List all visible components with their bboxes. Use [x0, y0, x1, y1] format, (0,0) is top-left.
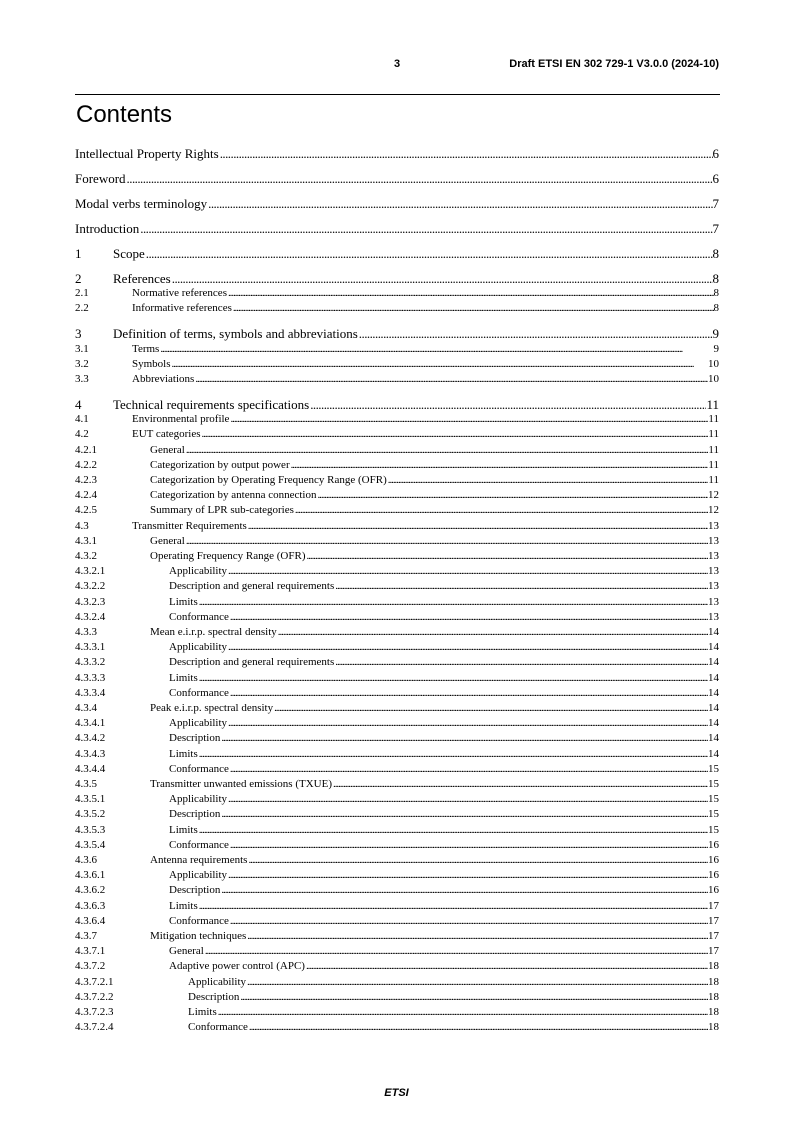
toc-entry-title: Operating Frequency Range (OFR) [150, 550, 306, 562]
dot-leader [334, 655, 708, 670]
toc-entry[interactable] [75, 868, 719, 883]
toc-entry-number: 4.3.5.4 [75, 839, 106, 851]
toc-entry[interactable] [75, 473, 719, 488]
toc-entry-number: 1 [75, 246, 82, 261]
toc-entry[interactable] [75, 731, 719, 746]
toc-entry-page: 18 [708, 976, 719, 988]
toc-entry-page: 17 [708, 930, 719, 942]
toc-entry-page: 16 [708, 854, 719, 866]
toc-entry[interactable] [75, 701, 719, 716]
toc-entry[interactable] [75, 458, 719, 473]
toc-entry-page: 10 [708, 358, 719, 370]
toc-entry-title: Conformance [169, 839, 229, 851]
dot-leader [198, 823, 708, 838]
toc-entry-page: 13 [708, 580, 719, 592]
toc-entry-number: 4.3.6.3 [75, 900, 106, 912]
toc-entry-title: Abbreviations [132, 373, 195, 385]
toc-entry-title: Mean e.i.r.p. spectral density [150, 626, 277, 638]
toc-entry[interactable] [75, 301, 719, 316]
toc-entry[interactable] [75, 671, 719, 686]
toc-entry[interactable] [75, 146, 719, 162]
dot-leader [198, 595, 708, 610]
toc-entry-title: Antenna requirements [150, 854, 248, 866]
toc-entry-page: 8 [712, 271, 719, 286]
toc-entry-page: 8 [713, 287, 719, 299]
dot-leader [309, 397, 706, 413]
toc-entry-title: Normative references [132, 287, 227, 299]
dot-leader [358, 326, 713, 342]
dot-leader [229, 686, 708, 701]
toc-entry-number: 4.3.2.4 [75, 611, 106, 623]
toc-entry-title: Applicability [169, 717, 228, 729]
dot-leader [277, 625, 708, 640]
toc-entry[interactable] [75, 655, 719, 670]
toc-entry-page: 14 [708, 672, 719, 684]
dot-leader [220, 731, 708, 746]
toc-entry[interactable] [75, 883, 719, 898]
toc-entry[interactable] [75, 944, 719, 959]
toc-entry-number: 4.3.5 [75, 778, 97, 790]
toc-entry[interactable] [75, 443, 719, 458]
dot-leader [334, 579, 708, 594]
toc-entry-title: Foreword [75, 171, 126, 186]
dot-leader [227, 286, 714, 301]
toc-entry-number: 4.3.7 [75, 930, 97, 942]
dot-leader [273, 701, 708, 716]
toc-entry-title: Conformance [169, 611, 229, 623]
toc-entry-number: 4.3.3.4 [75, 687, 106, 699]
toc-entry-page: 14 [708, 748, 719, 760]
toc-entry-number: 4.3.6.2 [75, 884, 106, 896]
dot-leader [246, 975, 708, 990]
toc-entry-number: 4.3.2.1 [75, 565, 106, 577]
dot-leader [207, 196, 712, 212]
dot-leader [247, 519, 708, 534]
toc-entry-number: 2.2 [75, 302, 89, 314]
toc-entry[interactable] [75, 196, 719, 212]
toc-entry[interactable] [75, 503, 719, 518]
toc-entry-number: 4.2.4 [75, 489, 97, 501]
page-number: 3 [394, 58, 401, 70]
toc-entry[interactable] [75, 564, 719, 579]
toc-entry[interactable] [75, 271, 719, 287]
toc-entry[interactable] [75, 221, 719, 237]
toc-entry-page: 11 [706, 397, 719, 412]
dot-leader [185, 534, 708, 549]
toc-entry-number: 3 [75, 326, 82, 341]
toc-entry[interactable] [75, 975, 719, 990]
dot-leader [294, 503, 708, 518]
toc-entry-number: 3.2 [75, 358, 89, 370]
toc-entry-page: 17 [708, 945, 719, 957]
toc-entry-number: 4.3.5.3 [75, 824, 106, 836]
dot-leader [227, 792, 708, 807]
toc-entry-title: Limits [188, 1006, 217, 1018]
dot-leader [239, 990, 708, 1005]
toc-entry-title: Transmitter unwanted emissions (TXUE) [150, 778, 332, 790]
dot-leader [246, 929, 708, 944]
toc-entry[interactable] [75, 519, 719, 534]
toc-entry-page: 12 [708, 504, 719, 516]
toc-entry-page: 11 [708, 474, 719, 486]
dot-leader [387, 473, 709, 488]
toc-entry-number: 4.2.3 [75, 474, 97, 486]
toc-entry[interactable] [75, 286, 719, 301]
dot-leader [198, 671, 708, 686]
toc-entry-number: 4.3.2.2 [75, 580, 106, 592]
toc-entry-page: 10 [708, 373, 719, 385]
toc-entry-title: Symbols [132, 358, 171, 370]
toc-entry[interactable] [75, 357, 719, 372]
dot-leader [247, 853, 708, 868]
toc-entry-page: 18 [708, 991, 719, 1003]
toc-entry-title: Limits [169, 748, 198, 760]
dot-leader [126, 171, 713, 187]
dot-leader [185, 443, 709, 458]
toc-entry-page: 14 [708, 641, 719, 653]
dot-leader [305, 959, 708, 974]
toc-entry-number: 4.3 [75, 520, 89, 532]
toc-entry-page: 14 [708, 732, 719, 744]
toc-entry-title: Intellectual Property Rights [75, 146, 219, 161]
dot-leader [227, 868, 708, 883]
toc-entry-title: Scope [113, 246, 145, 261]
toc-entry-title: Limits [169, 672, 198, 684]
toc-entry-title: Modal verbs terminology [75, 196, 208, 211]
dot-leader [306, 549, 709, 564]
toc-entry[interactable] [75, 990, 719, 1005]
toc-entry-page: 13 [708, 611, 719, 623]
toc-entry-number: 4.3.2.3 [75, 596, 106, 608]
toc-entry-page: 6 [712, 146, 719, 161]
page-footer: ETSI [384, 1087, 409, 1099]
toc-entry[interactable] [75, 1020, 719, 1035]
toc-entry[interactable] [75, 610, 719, 625]
toc-entry[interactable] [75, 579, 719, 594]
toc-entry-page: 15 [708, 793, 719, 805]
toc-entry-number: 4.1 [75, 413, 89, 425]
toc-entry-page: 13 [708, 535, 719, 547]
dot-leader [232, 301, 714, 316]
dot-leader [229, 762, 708, 777]
toc-entry-title: References [113, 271, 171, 286]
toc-entry-title: Definition of terms, symbols and abbreviations [113, 326, 358, 341]
toc-entry-title: Limits [169, 824, 198, 836]
toc-entry-page: 13 [708, 520, 719, 532]
toc-entry-title: Transmitter Requirements [132, 520, 247, 532]
toc-entry-title: Conformance [188, 1021, 248, 1033]
toc-entry-page: 17 [708, 900, 719, 912]
toc-entry-title: General [150, 444, 185, 456]
toc-entry-page: 15 [708, 778, 719, 790]
toc-entry-title: Introduction [75, 221, 140, 236]
toc-entry[interactable] [75, 929, 719, 944]
toc-entry-page: 6 [712, 171, 719, 186]
toc-entry[interactable] [75, 762, 719, 777]
toc-entry-number: 4.3.7.2.2 [75, 991, 114, 1003]
dot-leader [229, 610, 708, 625]
toc-entry-page: 8 [713, 302, 719, 314]
dot-leader [229, 412, 708, 427]
toc-entry-number: 4.3.3.1 [75, 641, 106, 653]
toc-entry-page: 18 [708, 1021, 719, 1033]
toc-entry-title: Description [169, 808, 221, 820]
toc-entry-number: 4.3.5.2 [75, 808, 106, 820]
toc-entry-title: General [150, 535, 185, 547]
toc-entry-page: 14 [708, 687, 719, 699]
toc-entry-title: Categorization by output power [150, 459, 290, 471]
toc-entry-number: 4 [75, 397, 82, 412]
toc-entry-title: Description and general requirements [169, 580, 335, 592]
contents-title: Contents [76, 101, 173, 128]
document-id: Draft ETSI EN 302 729-1 V3.0.0 (2024-10) [509, 58, 719, 70]
toc-entry[interactable] [75, 372, 719, 387]
toc-entry-number: 4.3.7.2.3 [75, 1006, 114, 1018]
dot-leader [290, 458, 709, 473]
toc-entry-title: Description [169, 732, 221, 744]
toc-entry-title: Categorization by Operating Frequency Range (OFR) [150, 474, 387, 486]
dot-leader [229, 838, 708, 853]
toc-entry-title: Conformance [169, 915, 229, 927]
toc-entry-page: 15 [708, 763, 719, 775]
toc-entry-number: 2.1 [75, 287, 89, 299]
toc-entry-page: 7 [712, 196, 719, 211]
toc-entry-page: 17 [708, 915, 719, 927]
toc-entry[interactable] [75, 326, 719, 342]
toc-entry-title: Applicability [169, 793, 228, 805]
toc-entry[interactable] [75, 342, 719, 357]
toc-entry-title: Informative references [132, 302, 232, 314]
toc-entry-number: 4.3.1 [75, 535, 97, 547]
toc-entry-page: 7 [712, 221, 719, 236]
toc-entry-number: 4.2.5 [75, 504, 97, 516]
toc-entry-page: 14 [708, 717, 719, 729]
dot-leader [332, 777, 708, 792]
toc-entry[interactable] [75, 747, 719, 762]
toc-entry[interactable] [75, 640, 719, 655]
toc-entry-page: 13 [708, 565, 719, 577]
toc-entry-number: 4.3.3.3 [75, 672, 106, 684]
toc-entry-title: Description and general requirements [169, 656, 335, 668]
dot-leader [159, 342, 713, 357]
toc-entry-title: Applicability [169, 565, 228, 577]
toc-entry-page: 16 [708, 884, 719, 896]
dot-leader [145, 246, 713, 262]
dot-leader [316, 488, 708, 503]
toc-entry[interactable] [75, 412, 719, 427]
toc-entry-page: 11 [708, 444, 719, 456]
toc-entry[interactable] [75, 246, 719, 262]
toc-entry-page: 14 [708, 656, 719, 668]
dot-leader [248, 1020, 708, 1035]
dot-leader [227, 640, 708, 655]
toc-entry-page: 11 [708, 459, 719, 471]
toc-entry-page: 8 [712, 246, 719, 261]
toc-entry-title: Applicability [169, 869, 228, 881]
toc-entry-title: Conformance [169, 763, 229, 775]
toc-entry-page: 12 [708, 489, 719, 501]
toc-entry-number: 4.3.2 [75, 550, 97, 562]
dot-leader [171, 271, 713, 287]
dot-leader [219, 146, 713, 162]
toc-entry-title: General [169, 945, 204, 957]
toc-entry-page: 11 [708, 413, 719, 425]
toc-entry-number: 4.3.3.2 [75, 656, 106, 668]
toc-entry-page: 11 [708, 428, 719, 440]
toc-entry[interactable] [75, 853, 719, 868]
toc-entry-number: 4.3.6.4 [75, 915, 106, 927]
toc-entry[interactable] [75, 838, 719, 853]
toc-entry-page: 9 [713, 343, 719, 355]
dot-leader [194, 372, 708, 387]
dot-leader [198, 747, 708, 762]
toc-entry[interactable] [75, 959, 719, 974]
toc-entry-number: 3.1 [75, 343, 89, 355]
toc-entry-title: Environmental profile [132, 413, 230, 425]
toc-entry-title: Applicability [169, 641, 228, 653]
toc-entry-page: 9 [712, 326, 719, 341]
dot-leader [229, 914, 708, 929]
toc-entry-number: 4.2 [75, 428, 89, 440]
toc-entry-number: 2 [75, 271, 82, 286]
toc-entry[interactable] [75, 397, 719, 413]
toc-entry-title: Mitigation techniques [150, 930, 247, 942]
toc-entry-number: 4.2.1 [75, 444, 97, 456]
toc-entry[interactable] [75, 595, 719, 610]
toc-entry-page: 14 [708, 626, 719, 638]
toc-entry-number: 4.3.7.1 [75, 945, 106, 957]
toc-entry-page: 13 [708, 550, 719, 562]
toc-entry-number: 4.3.7.2.4 [75, 1021, 114, 1033]
toc-entry-number: 4.2.2 [75, 459, 97, 471]
toc-entry-number: 4.3.3 [75, 626, 97, 638]
toc-entry-page: 18 [708, 1006, 719, 1018]
toc-entry[interactable] [75, 777, 719, 792]
toc-entry-number: 4.3.6 [75, 854, 97, 866]
dot-leader [220, 883, 708, 898]
toc-entry-page: 15 [708, 808, 719, 820]
toc-entry-title: Peak e.i.r.p. spectral density [150, 702, 274, 714]
toc-entry-title: Summary of LPR sub-categories [150, 504, 294, 516]
toc-entry-number: 3.3 [75, 373, 89, 385]
toc-entry-title: Limits [169, 900, 198, 912]
toc-entry[interactable] [75, 534, 719, 549]
toc-entry-title: Adaptive power control (APC) [169, 960, 305, 972]
toc-entry[interactable] [75, 792, 719, 807]
toc-entry-number: 4.3.4.2 [75, 732, 106, 744]
toc-entry[interactable] [75, 686, 719, 701]
toc-entry-title: Conformance [169, 687, 229, 699]
dot-leader [217, 1005, 708, 1020]
toc-entry-number: 4.3.7.2 [75, 960, 106, 972]
toc-entry[interactable] [75, 488, 719, 503]
toc-entry-number: 4.3.4.3 [75, 748, 106, 760]
dot-leader [198, 899, 708, 914]
toc-entry-number: 4.3.7.2.1 [75, 976, 114, 988]
toc-entry[interactable] [75, 625, 719, 640]
dot-leader [139, 221, 712, 237]
toc-entry-number: 4.3.4 [75, 702, 97, 714]
toc-entry-page: 16 [708, 839, 719, 851]
dot-leader [227, 716, 708, 731]
toc-entry-page: 15 [708, 824, 719, 836]
toc-entry-number: 4.3.5.1 [75, 793, 106, 805]
toc-entry-title: Technical requirements specifications [113, 397, 310, 412]
toc-entry[interactable] [75, 716, 719, 731]
toc-entry-number: 4.3.4.1 [75, 717, 106, 729]
toc-entry[interactable] [75, 823, 719, 838]
toc-entry-title: Limits [169, 596, 198, 608]
toc-entry[interactable] [75, 1005, 719, 1020]
toc-entry[interactable] [75, 171, 719, 187]
toc-entry[interactable] [75, 427, 719, 442]
toc-entry-title: Applicability [188, 976, 247, 988]
toc-entry-title: Description [188, 991, 240, 1003]
toc-entry-title: EUT categories [132, 428, 201, 440]
toc-entry-number: 4.3.6.1 [75, 869, 106, 881]
dot-leader [204, 944, 708, 959]
dot-leader [171, 357, 708, 372]
toc-entry-page: 14 [708, 702, 719, 714]
dot-leader [220, 807, 708, 822]
toc-entry-title: Terms [132, 343, 160, 355]
toc-entry-title: Description [169, 884, 221, 896]
toc-entry-title: Categorization by antenna connection [150, 489, 317, 501]
toc-entry[interactable] [75, 807, 719, 822]
dot-leader [227, 564, 708, 579]
toc-entry[interactable] [75, 549, 719, 564]
toc-entry[interactable] [75, 914, 719, 929]
toc-entry-page: 18 [708, 960, 719, 972]
toc-entry-page: 13 [708, 596, 719, 608]
toc-entry-page: 16 [708, 869, 719, 881]
toc-entry-number: 4.3.4.4 [75, 763, 106, 775]
toc-entry[interactable] [75, 899, 719, 914]
dot-leader [201, 427, 709, 442]
